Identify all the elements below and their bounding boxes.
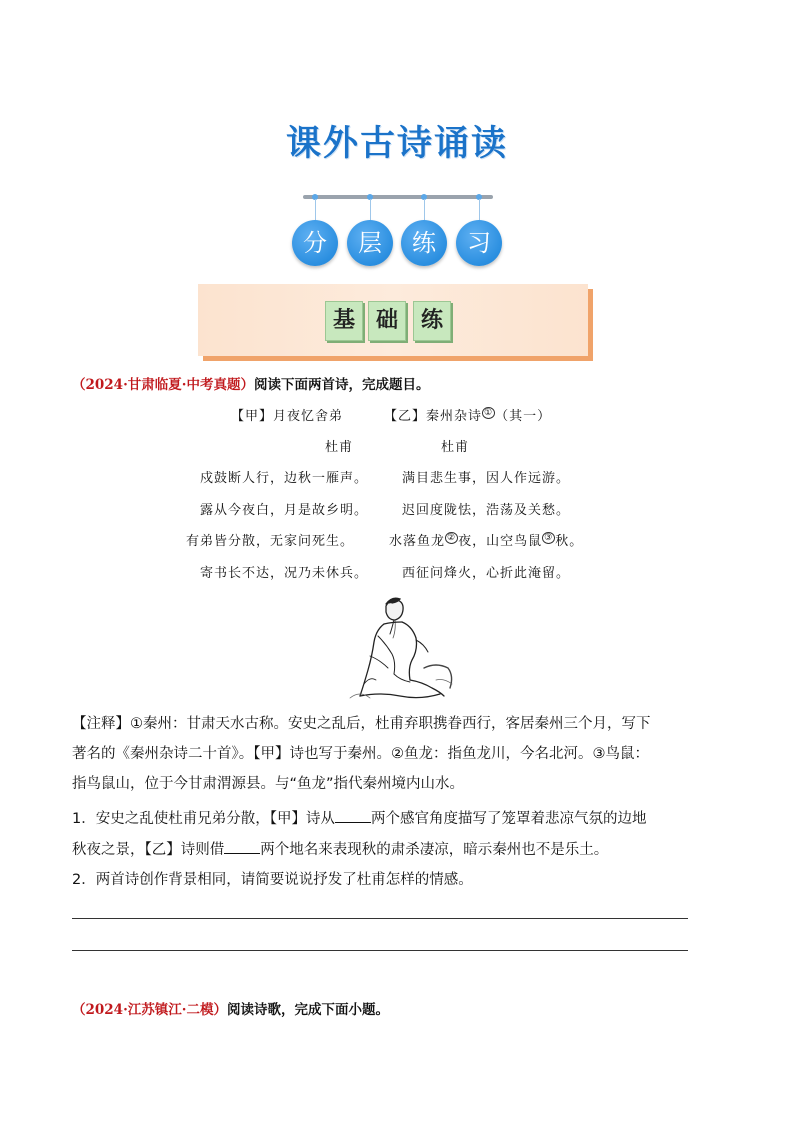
section-circle-lian: 练	[401, 220, 447, 266]
section-circle-ceng: 层	[347, 220, 393, 266]
question1-heading	[72, 373, 429, 393]
decor-bar	[303, 195, 493, 199]
answer-blank[interactable]	[224, 839, 260, 854]
decor-stem	[370, 199, 371, 222]
poem-b-title: 【乙】秦州杂诗 ① （其一）	[384, 407, 552, 424]
subquestion-2: 2．两首诗创作背景相同，请简要说说抒发了杜甫怎样的情感。	[72, 872, 473, 888]
annotation-line: 指鸟鼠山，位于今甘肃渭源县。与“鱼龙”指代秦州境内山水。	[72, 776, 465, 792]
poem-b-line: 迟回度陇怯，浩荡及关愁。	[402, 503, 571, 518]
decor-stem	[479, 199, 480, 222]
poem-a-line: 寄书长不达，况乃未休兵。	[200, 566, 369, 581]
question2-heading	[72, 998, 389, 1018]
page-title: 课外古诗诵读	[285, 124, 508, 164]
answer-line[interactable]	[72, 918, 688, 919]
banner-tile-chu: 础	[368, 301, 406, 341]
banner-tile-lian: 练	[413, 301, 451, 341]
poem-b-author: 杜甫	[441, 440, 470, 455]
question1-source: （2024·甘肃临夏·中考真题）	[72, 377, 254, 393]
note-mark-3: ③	[544, 532, 554, 543]
answer-line[interactable]	[72, 950, 688, 951]
question2-instruction: 阅读诗歌，完成下面小题。	[226, 1002, 389, 1018]
note-mark-1: ①	[484, 407, 494, 418]
poem-a-line: 有弟皆分散，无家问死生。	[186, 534, 355, 549]
banner-tile-ji: 基	[325, 301, 363, 341]
answer-blank[interactable]	[335, 808, 371, 823]
annotation-line: 【注释】①秦州：甘肃天水古称。安史之乱后，杜甫弃职携眷西行，客居秦州三个月，写下	[72, 716, 651, 732]
question1-instruction: 阅读下面两首诗，完成题目。	[253, 377, 430, 393]
poem-a-title: 【甲】月夜忆舍弟	[231, 409, 344, 424]
poem-b-line: 满目悲生事，因人作远游。	[402, 471, 571, 486]
du-fu-portrait-illustration	[340, 596, 460, 704]
decor-stem	[315, 199, 316, 222]
subquestion-1-line2: 秋夜之景，【乙】诗则借 两个地名来表现秋的肃杀凄凉，暗示秦州也不是乐土。	[72, 836, 608, 866]
annotation-line: 著名的《秦州杂诗二十首》。【甲】诗也写于秦州。②鱼龙：指鱼龙川，今名北河。③鸟鼠：	[72, 746, 649, 762]
question2-source: （2024·江苏镇江·二模）	[72, 1002, 227, 1018]
subquestion-1-line1: 1．安史之乱使杜甫兄弟分散，【甲】诗从 两个感官角度描写了笼罩着悲凉气氛的边地	[72, 805, 646, 835]
decor-stem	[424, 199, 425, 222]
poem-a-line: 戍鼓断人行，边秋一雁声。	[200, 471, 369, 486]
section-circle-xi: 习	[456, 220, 502, 266]
poem-b-line: 西征问烽火，心折此淹留。	[402, 566, 571, 581]
poem-a-line: 露从今夜白，月是故乡明。	[200, 503, 369, 518]
note-mark-2: ②	[447, 532, 457, 543]
section-circle-fen: 分	[292, 220, 338, 266]
poem-b-line: 水落鱼龙 ② 夜，山空鸟鼠 ③ 秋。	[389, 532, 584, 549]
poem-a-author: 杜甫	[325, 440, 354, 455]
